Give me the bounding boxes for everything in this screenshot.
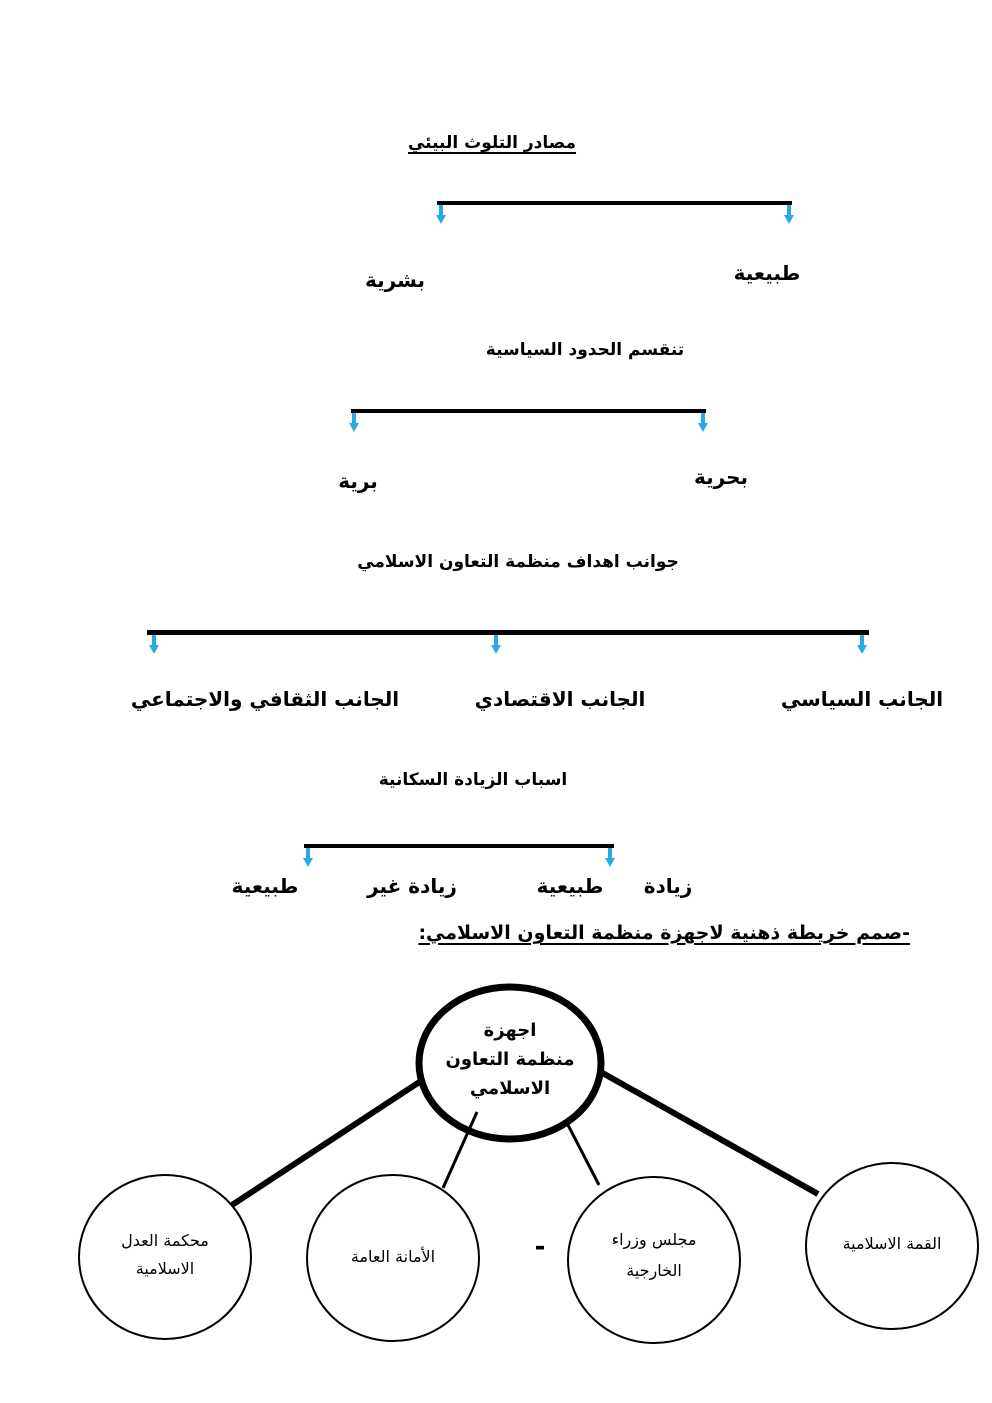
pollution-bracket-line bbox=[437, 201, 792, 205]
center-node-line1: اجهزة bbox=[483, 1020, 537, 1041]
population-word-natural-2: طبيعية bbox=[231, 874, 299, 898]
arrow-down-icon bbox=[149, 635, 159, 654]
population-title: اسباب الزيادة السكانية bbox=[378, 770, 568, 790]
borders-bracket-line bbox=[351, 409, 706, 413]
population-word-increase: زيادة bbox=[643, 874, 693, 898]
pollution-branch-human: بشرية bbox=[365, 268, 425, 292]
arrow-down-icon bbox=[605, 848, 615, 867]
node-court-line1: محكمة العدل bbox=[121, 1231, 209, 1250]
pollution-title: مصادر التلوث البيئي bbox=[407, 133, 577, 153]
arrow-down-icon bbox=[349, 413, 359, 432]
arrow-down-icon bbox=[857, 635, 867, 654]
goals-bracket-line bbox=[147, 630, 869, 635]
arrow-down-icon bbox=[784, 205, 794, 224]
mindmap-prompt: -صمم خريطة ذهنية لاجهزة منظمة التعاون الاسلامي: bbox=[418, 922, 910, 944]
borders-title: تنقسم الحدود السياسية bbox=[485, 340, 685, 360]
node-label-ministers bbox=[612, 1224, 697, 1286]
node-secretariat-line1: الأمانة العامة bbox=[350, 1247, 436, 1266]
node-ministers-line1: مجلس وزراء bbox=[611, 1230, 697, 1249]
node-label-secretariat bbox=[351, 1243, 435, 1271]
pollution-branch-natural: طبيعية bbox=[733, 261, 801, 285]
arrow-down-icon bbox=[698, 413, 708, 432]
arrow-down-icon bbox=[491, 635, 501, 654]
center-node-label bbox=[445, 1016, 574, 1103]
center-node-line2: منظمة التعاون bbox=[445, 1049, 575, 1070]
center-node-line3: الاسلامي bbox=[469, 1078, 551, 1099]
population-bracket-line bbox=[304, 844, 614, 848]
node-label-court bbox=[121, 1227, 209, 1283]
borders-branch-maritime: بحرية bbox=[693, 465, 749, 489]
node-ministers-line2: الخارجية bbox=[626, 1261, 682, 1280]
goals-title: جوانب اهداف منظمة التعاون الاسلامي bbox=[357, 552, 679, 572]
connector-line bbox=[568, 1125, 599, 1185]
arrow-down-icon bbox=[436, 205, 446, 224]
node-label-summit bbox=[843, 1230, 942, 1258]
node-summit-line1: القمة الاسلامية bbox=[842, 1234, 942, 1253]
population-word-increase-non: زيادة غير bbox=[367, 874, 457, 898]
population-word-natural: طبيعية bbox=[536, 874, 604, 898]
separator-dash: - bbox=[534, 1232, 546, 1262]
goals-branch-cultural-social: الجانب الثقافي والاجتماعي bbox=[130, 687, 400, 711]
arrow-down-icon bbox=[303, 848, 313, 867]
goals-branch-political: الجانب السياسي bbox=[780, 687, 944, 711]
goals-branch-economic: الجانب الاقتصادي bbox=[474, 687, 646, 711]
node-court-line2: الاسلامية bbox=[135, 1259, 195, 1278]
borders-branch-land: برية bbox=[338, 469, 378, 493]
connector-line bbox=[599, 1071, 818, 1194]
